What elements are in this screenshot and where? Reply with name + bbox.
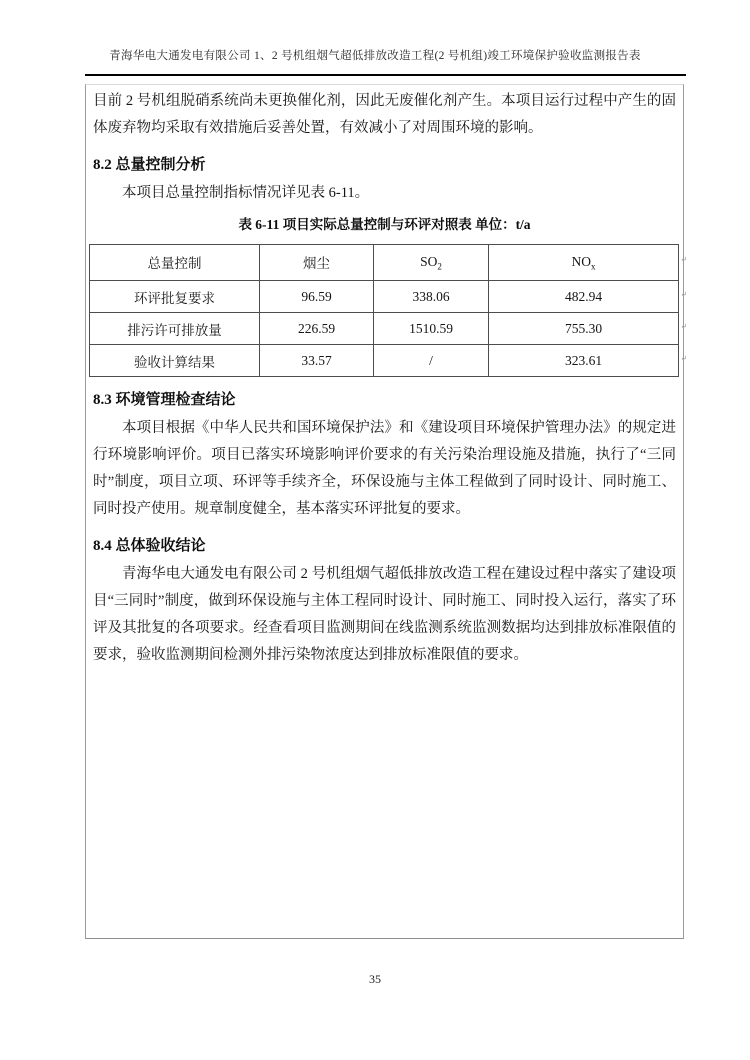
paragraph-mark: ↵ — [680, 322, 687, 331]
cell-value: 1510.59 — [374, 313, 489, 345]
table-row — [90, 281, 679, 313]
section-heading-8-4: 8.4 总体验收结论 — [93, 538, 206, 554]
page-number: 35 — [369, 972, 381, 986]
table-6-11 — [89, 244, 679, 377]
cell-value: 323.61 — [489, 345, 679, 377]
section-8-3-paragraph: 本项目根据《中华人民共和国环境保护法》和《建设项目环境保护管理办法》的规定进行环境影响评价。项目已落实环境影响评价要求的有关污染治理设施及措施，执行了“三同时”制度，项目立项、环评等手续齐全，环保设施与主体工程做到了同时设计、同时施工、同时投产使用。规章制度健全，基本落实环评批复的要求。 — [93, 420, 676, 517]
column-header-control: 总量控制 — [90, 245, 260, 281]
column-header-nox: $NO_x$ — [489, 245, 679, 281]
paragraph-mark: ↵ — [680, 354, 687, 363]
paragraph-mark: ↵ — [680, 255, 687, 264]
section-heading-8-2: 8.2 总量控制分析 — [93, 157, 206, 173]
cell-value: 96.59 — [260, 281, 374, 313]
cell-value: 33.57 — [260, 345, 374, 377]
cell-value: / — [374, 345, 489, 377]
row-label: 环评批复要求 — [90, 281, 260, 313]
paragraph-mark: ↵ — [680, 290, 687, 299]
column-header-dust: 烟尘 — [260, 245, 374, 281]
cell-value: 226.59 — [260, 313, 374, 345]
intro-paragraph: 目前 2 号机组脱硝系统尚未更换催化剂，因此无废催化剂产生。本项目运行过程中产生的固体废弃物均采取有效措施后妥善处置，有效减小了对周围环境的影响。 — [93, 93, 676, 136]
header-rule — [85, 74, 686, 76]
table-row — [90, 345, 679, 377]
column-header-so2: $SO_2$ — [374, 245, 489, 281]
table-6-11-title: 表 6-11 项目实际总量控制与环评对照表 单位：t/a — [238, 217, 531, 232]
section-8-4-paragraph: 青海华电大通发电有限公司 2 号机组烟气超低排放改造工程在建设过程中落实了建设项目“三同时”制度，做到环保设施与主体工程同时设计、同时施工、同时投入运行，落实了环评及其批复的各项要求。经查看项目监测期间在线监测系统监测数据均达到排放标准限值的要求，验收监测期间检测外排污染物浓度达到排放标准限值的要求。 — [93, 566, 676, 663]
report-form-frame — [85, 84, 687, 939]
cell-value: 338.06 — [374, 281, 489, 313]
row-label: 排污许可排放量 — [90, 313, 260, 345]
table-6-11-wrap — [89, 244, 687, 377]
cell-value: 755.30 — [489, 313, 679, 345]
cell-value: 482.94 — [489, 281, 679, 313]
section-heading-8-3: 8.3 环境管理检查结论 — [93, 392, 236, 408]
table-row — [90, 313, 679, 345]
section-8-2-paragraph: 本项目总量控制指标情况详见表 6-11。 — [122, 185, 370, 201]
row-label: 验收计算结果 — [90, 345, 260, 377]
running-header: 青海华电大通发电有限公司 1、2 号机组烟气超低排放改造工程(2 号机组)竣工环境保护验收监测报告表 — [109, 50, 641, 62]
table-header-row — [90, 245, 679, 281]
